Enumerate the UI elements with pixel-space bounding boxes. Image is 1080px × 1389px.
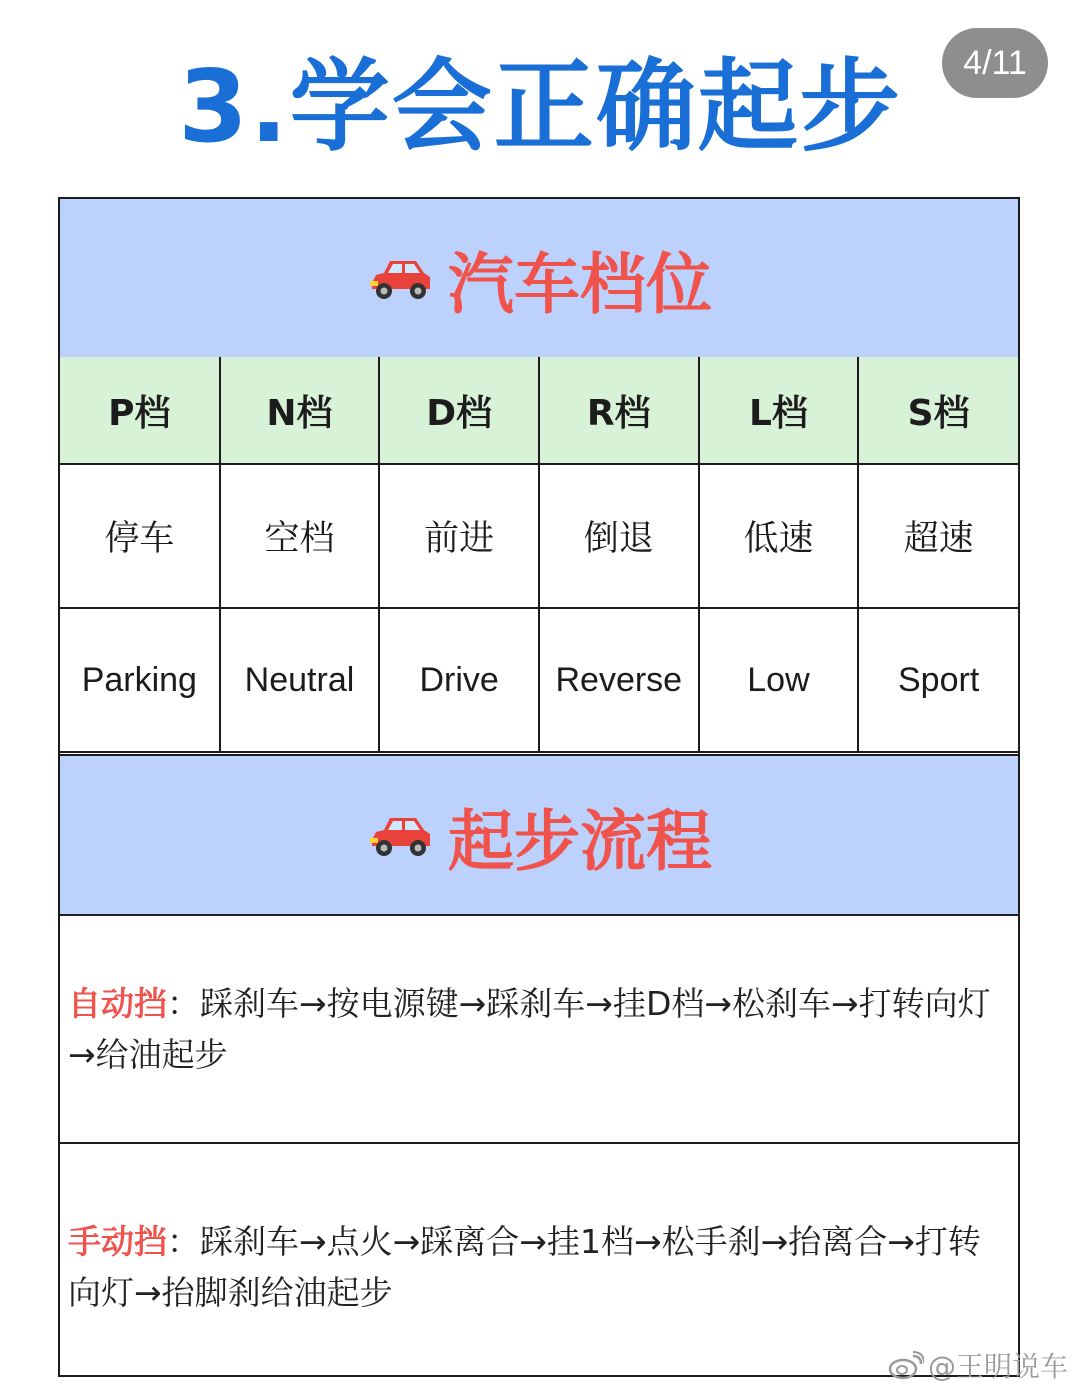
gear-chinese-row (60, 464, 1018, 608)
gear-name-cell: N档 (220, 357, 380, 464)
automatic-separator: ： (167, 984, 200, 1023)
gear-chinese-cell: 倒退 (539, 464, 699, 608)
page-title: 3.学会正确起步 (178, 48, 902, 165)
manual-steps: 踩刹车→点火→踩离合→挂1档→松手刹→抬离合→打转向灯→抬脚刹给油起步 (68, 1222, 981, 1312)
automatic-steps: 踩刹车→按电源键→踩刹车→挂D档→松刹车→打转向灯→给油起步 (68, 984, 991, 1074)
gear-name-cell: P档 (60, 357, 220, 464)
gear-name-cell: D档 (379, 357, 539, 464)
gear-chinese-cell: 低速 (699, 464, 859, 608)
gear-section-header (60, 199, 1018, 359)
gear-english-cell: Reverse (539, 608, 699, 752)
gear-chinese-cell: 停车 (60, 464, 220, 608)
gear-english-cell: Parking (60, 608, 220, 752)
car-icon (366, 810, 436, 860)
gear-name-cell: S档 (858, 357, 1018, 464)
gear-english-cell: Sport (858, 608, 1018, 752)
gear-chinese-cell: 前进 (379, 464, 539, 608)
page-counter: 4/11 (942, 28, 1048, 98)
content-card (58, 197, 1020, 1377)
gear-chinese-cell: 空档 (220, 464, 380, 608)
gear-name-row (60, 357, 1018, 464)
start-section-title: 起步流程 (448, 802, 712, 880)
gear-english-cell: Neutral (220, 608, 380, 752)
gear-name-cell: R档 (539, 357, 699, 464)
gear-english-cell: Drive (379, 608, 539, 752)
watermark (888, 1345, 1068, 1385)
weibo-icon (888, 1350, 924, 1380)
gear-section-title: 汽车档位 (448, 245, 712, 323)
manual-label: 手动挡 (68, 1222, 167, 1261)
automatic-procedure (60, 912, 1018, 1144)
start-section-header (60, 754, 1018, 916)
gear-english-row (60, 608, 1018, 752)
gear-chinese-cell: 超速 (858, 464, 1018, 608)
automatic-label: 自动挡 (68, 984, 167, 1023)
car-icon (366, 253, 436, 303)
watermark-text: @王明说车 (927, 1350, 1068, 1383)
gear-english-cell: Low (699, 608, 859, 752)
gear-table (60, 357, 1018, 753)
manual-separator: ： (167, 1222, 200, 1261)
manual-procedure (60, 1144, 1018, 1377)
gear-name-cell: L档 (699, 357, 859, 464)
